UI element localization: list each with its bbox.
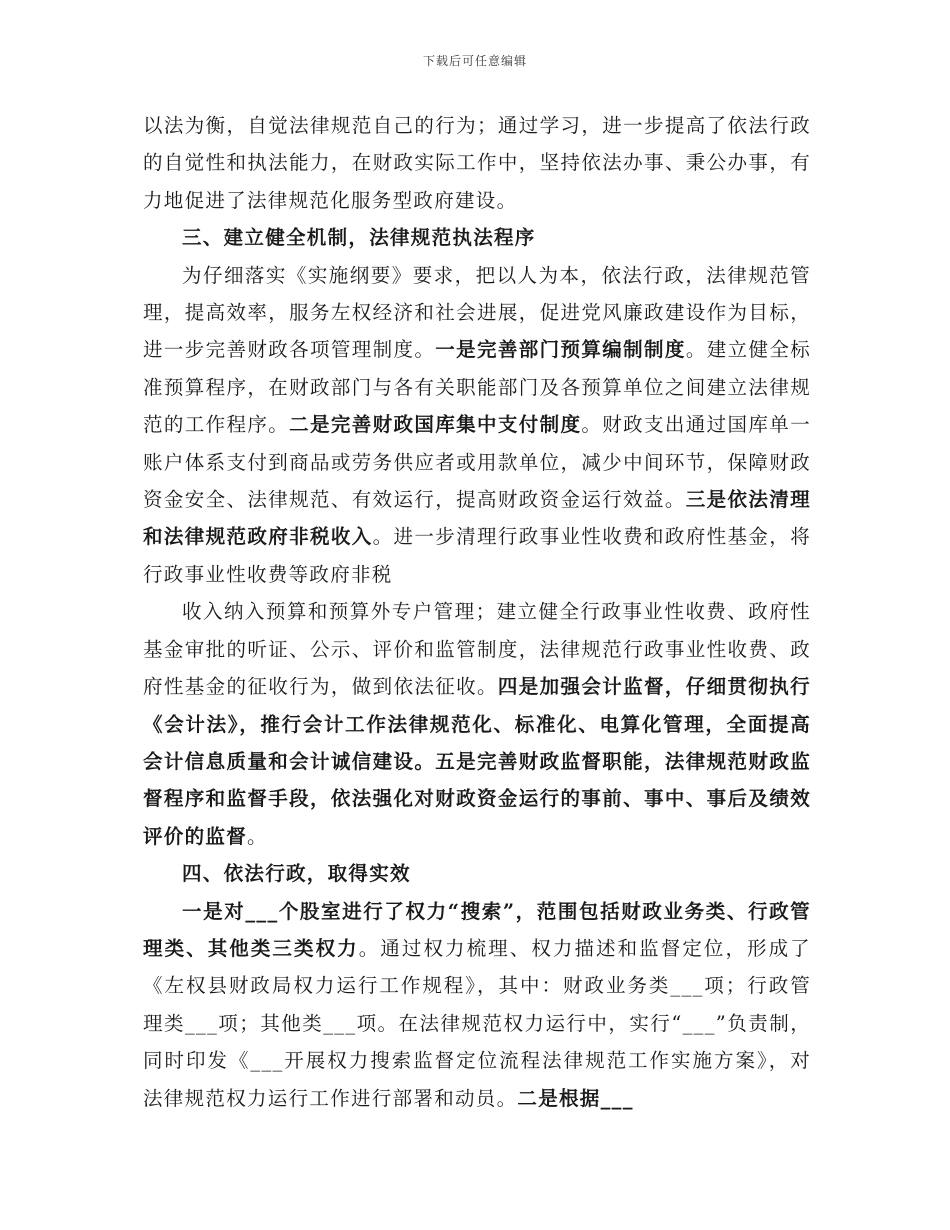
bold-run: 四是加强会计监督，仔细贯彻执行《会计法》，推行会计工作法律规范化、标准化、电算化管理，全面提高会计信息质量和会计诚信建设。五是完善财政监督职能，法律规范财政监督程序和监督手段，依法强化对财政资金运行的事前、事中、事后及绩效评价的监督 — [143, 675, 811, 848]
paragraph-mechanism — [143, 257, 811, 594]
page-header-note: 下载后可任意编辑 — [422, 54, 527, 68]
text-run: 。进一步清理行政事业性收费和政府性基金，将行政事业性收费等政府非税 — [143, 525, 811, 586]
bold-run: 二是完善财政国库集中支付制度 — [289, 413, 582, 437]
text-run: 。财政支出通过国库单一账户体系支付到商品或劳务供应者或用款单位，减少中间环节，保障财政资金安全、法律规范、有效运行，提高财政资金运行效益。 — [143, 413, 811, 512]
section-heading-4: 四、依法行政，取得实效 — [182, 862, 411, 886]
bold-run: 一是对___个股室进行了权力“搜索”，范围包括财政业务类、行政管理类、其他类三类权力 — [143, 899, 811, 960]
bold-run: 一是完善部门预算编制制度 — [435, 338, 686, 362]
section-heading-3: 三、建立健全机制，法律规范执法程序 — [182, 226, 536, 250]
text-run: 为仔细落实《实施纲要》要求，把以人为本，依法行政，法律规范管理，提高效率，服务左权经济和社会进展，促进党风廉政建设作为目标，进一步完善财政各项管理制度。 — [143, 263, 811, 362]
paragraph-income — [143, 593, 811, 855]
bold-run: 二是根据___ — [517, 1086, 634, 1110]
document-body — [143, 107, 811, 1117]
text-run: 。通过权力梳理、权力描述和监督定位，形成了《左权县财政局权力运行工作规程》，其中：财政业务类___项；行政管理类___项；其他类___项。在法律规范权力运行中，实行“___”负责制，同时印发《___开展权力搜索监督定位流程法律规范工作实施方案》，对法律规范权力运行工作进行部署和动员。 — [143, 936, 811, 1110]
text-run: 收入纳入预算和预算外专户管理；建立健全行政事业性收费、政府性基金审批的听证、公示、评价和监管制度，法律规范行政事业性收费、政府性基金的征收行为，做到依法征收。 — [143, 600, 811, 699]
text-run: 。 — [247, 824, 268, 848]
paragraph-results — [143, 893, 811, 1117]
paragraph-continuation: 以法为衡，自觉法律规范自己的行为；通过学习，进一步提高了依法行政的自觉性和执法能力，在财政实际工作中，坚持依法办事、秉公办事，有力地促进了法律规范化服务型政府建设。 — [143, 114, 811, 212]
bold-run: 三是依法清理和法律规范政府非税收入 — [143, 488, 811, 549]
text-run: 。建立健全标准预算程序，在财政部门与各有关职能部门及各预算单位之间建立法律规范的工作程序。 — [143, 338, 811, 437]
